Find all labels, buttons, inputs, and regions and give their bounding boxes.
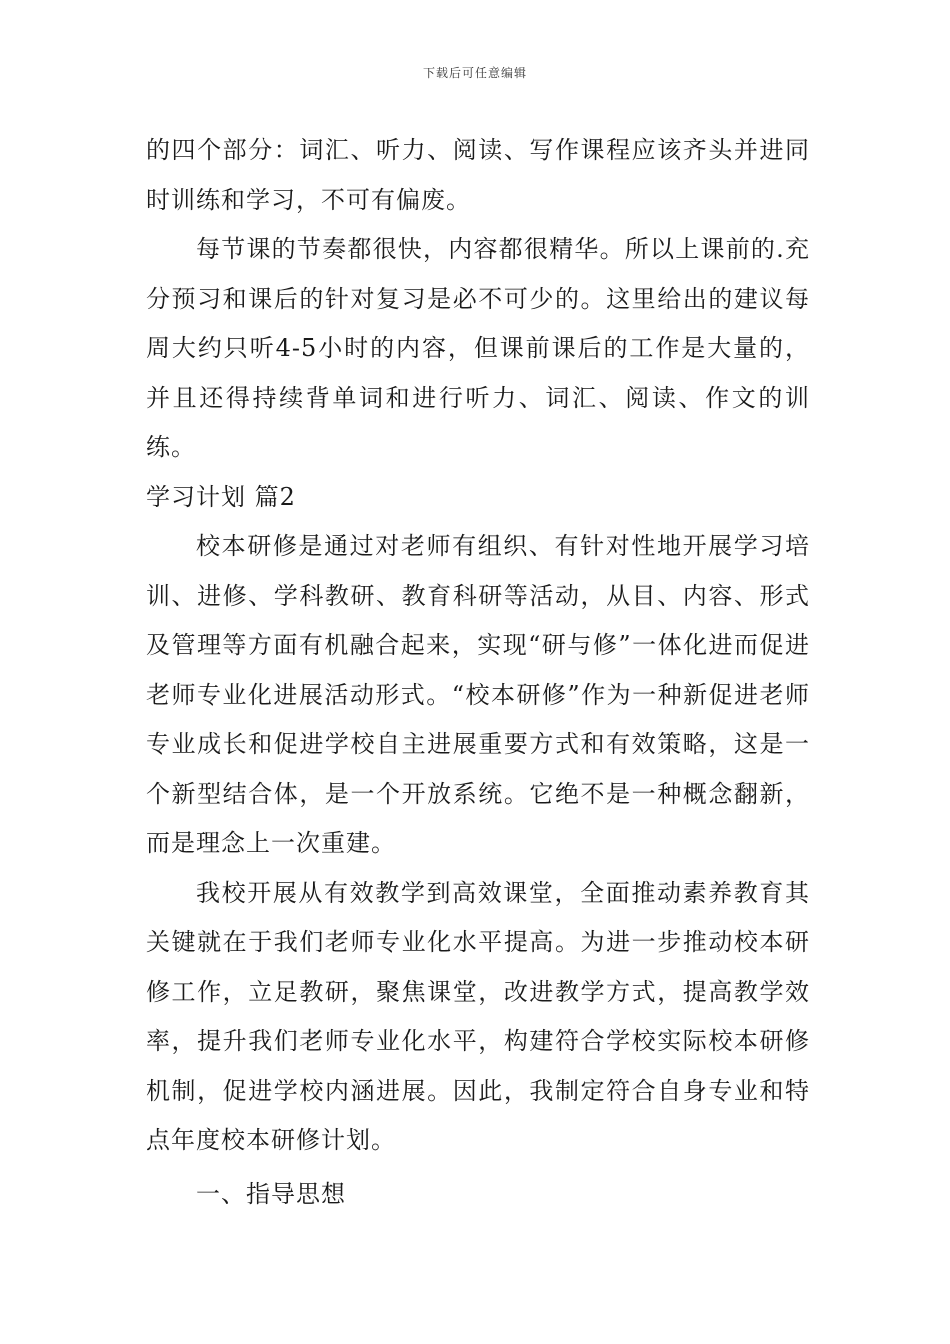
- paragraph-efficient-classroom: 我校开展从有效教学到高效课堂，全面推动素养教育其关键就在于我们老师专业化水平提高。为进一步推动校本研修工作，立足教研，聚焦课堂，改进教学方式，提高教学效率，提升我们老师专业化水平，构建符合学校实际校本研修机制，促进学校内涵进展。因此，我制定符合自身专业和特点年度校本研修计划。: [146, 878, 810, 1154]
- paragraph-continuation: 的四个部分：词汇、听力、阅读、写作课程应该齐头并进同时训练和学习，不可有偏废。: [146, 136, 810, 214]
- section-heading-plan-2: 学习计划 篇2: [146, 482, 296, 511]
- subsection-guiding-ideology: 一、指导思想: [196, 1179, 346, 1208]
- document-body: [146, 126, 810, 1219]
- header-note: 下载后可任意编辑: [422, 66, 527, 80]
- paragraph-class-rhythm: 每节课的节奏都很快，内容都很精华。所以上课前的.充分预习和课后的针对复习是必不可少的。这里给出的建议每周大约只听4-5小时的内容，但课前课后的工作是大量的，并且还得持续背单词和进行听力、词汇、阅读、作文的训练。: [146, 235, 810, 461]
- paragraph-school-research: 校本研修是通过对老师有组织、有针对性地开展学习培训、进修、学科教研、教育科研等活动，从目、内容、形式及管理等方面有机融合起来，实现“研与修”一体化进而促进老师专业化进展活动形式。“校本研修”作为一种新促进老师专业成长和促进学校自主进展重要方式和有效策略，这是一个新型结合体，是一个开放系统。它绝不是一种概念翻新，而是理念上一次重建。: [146, 532, 810, 857]
